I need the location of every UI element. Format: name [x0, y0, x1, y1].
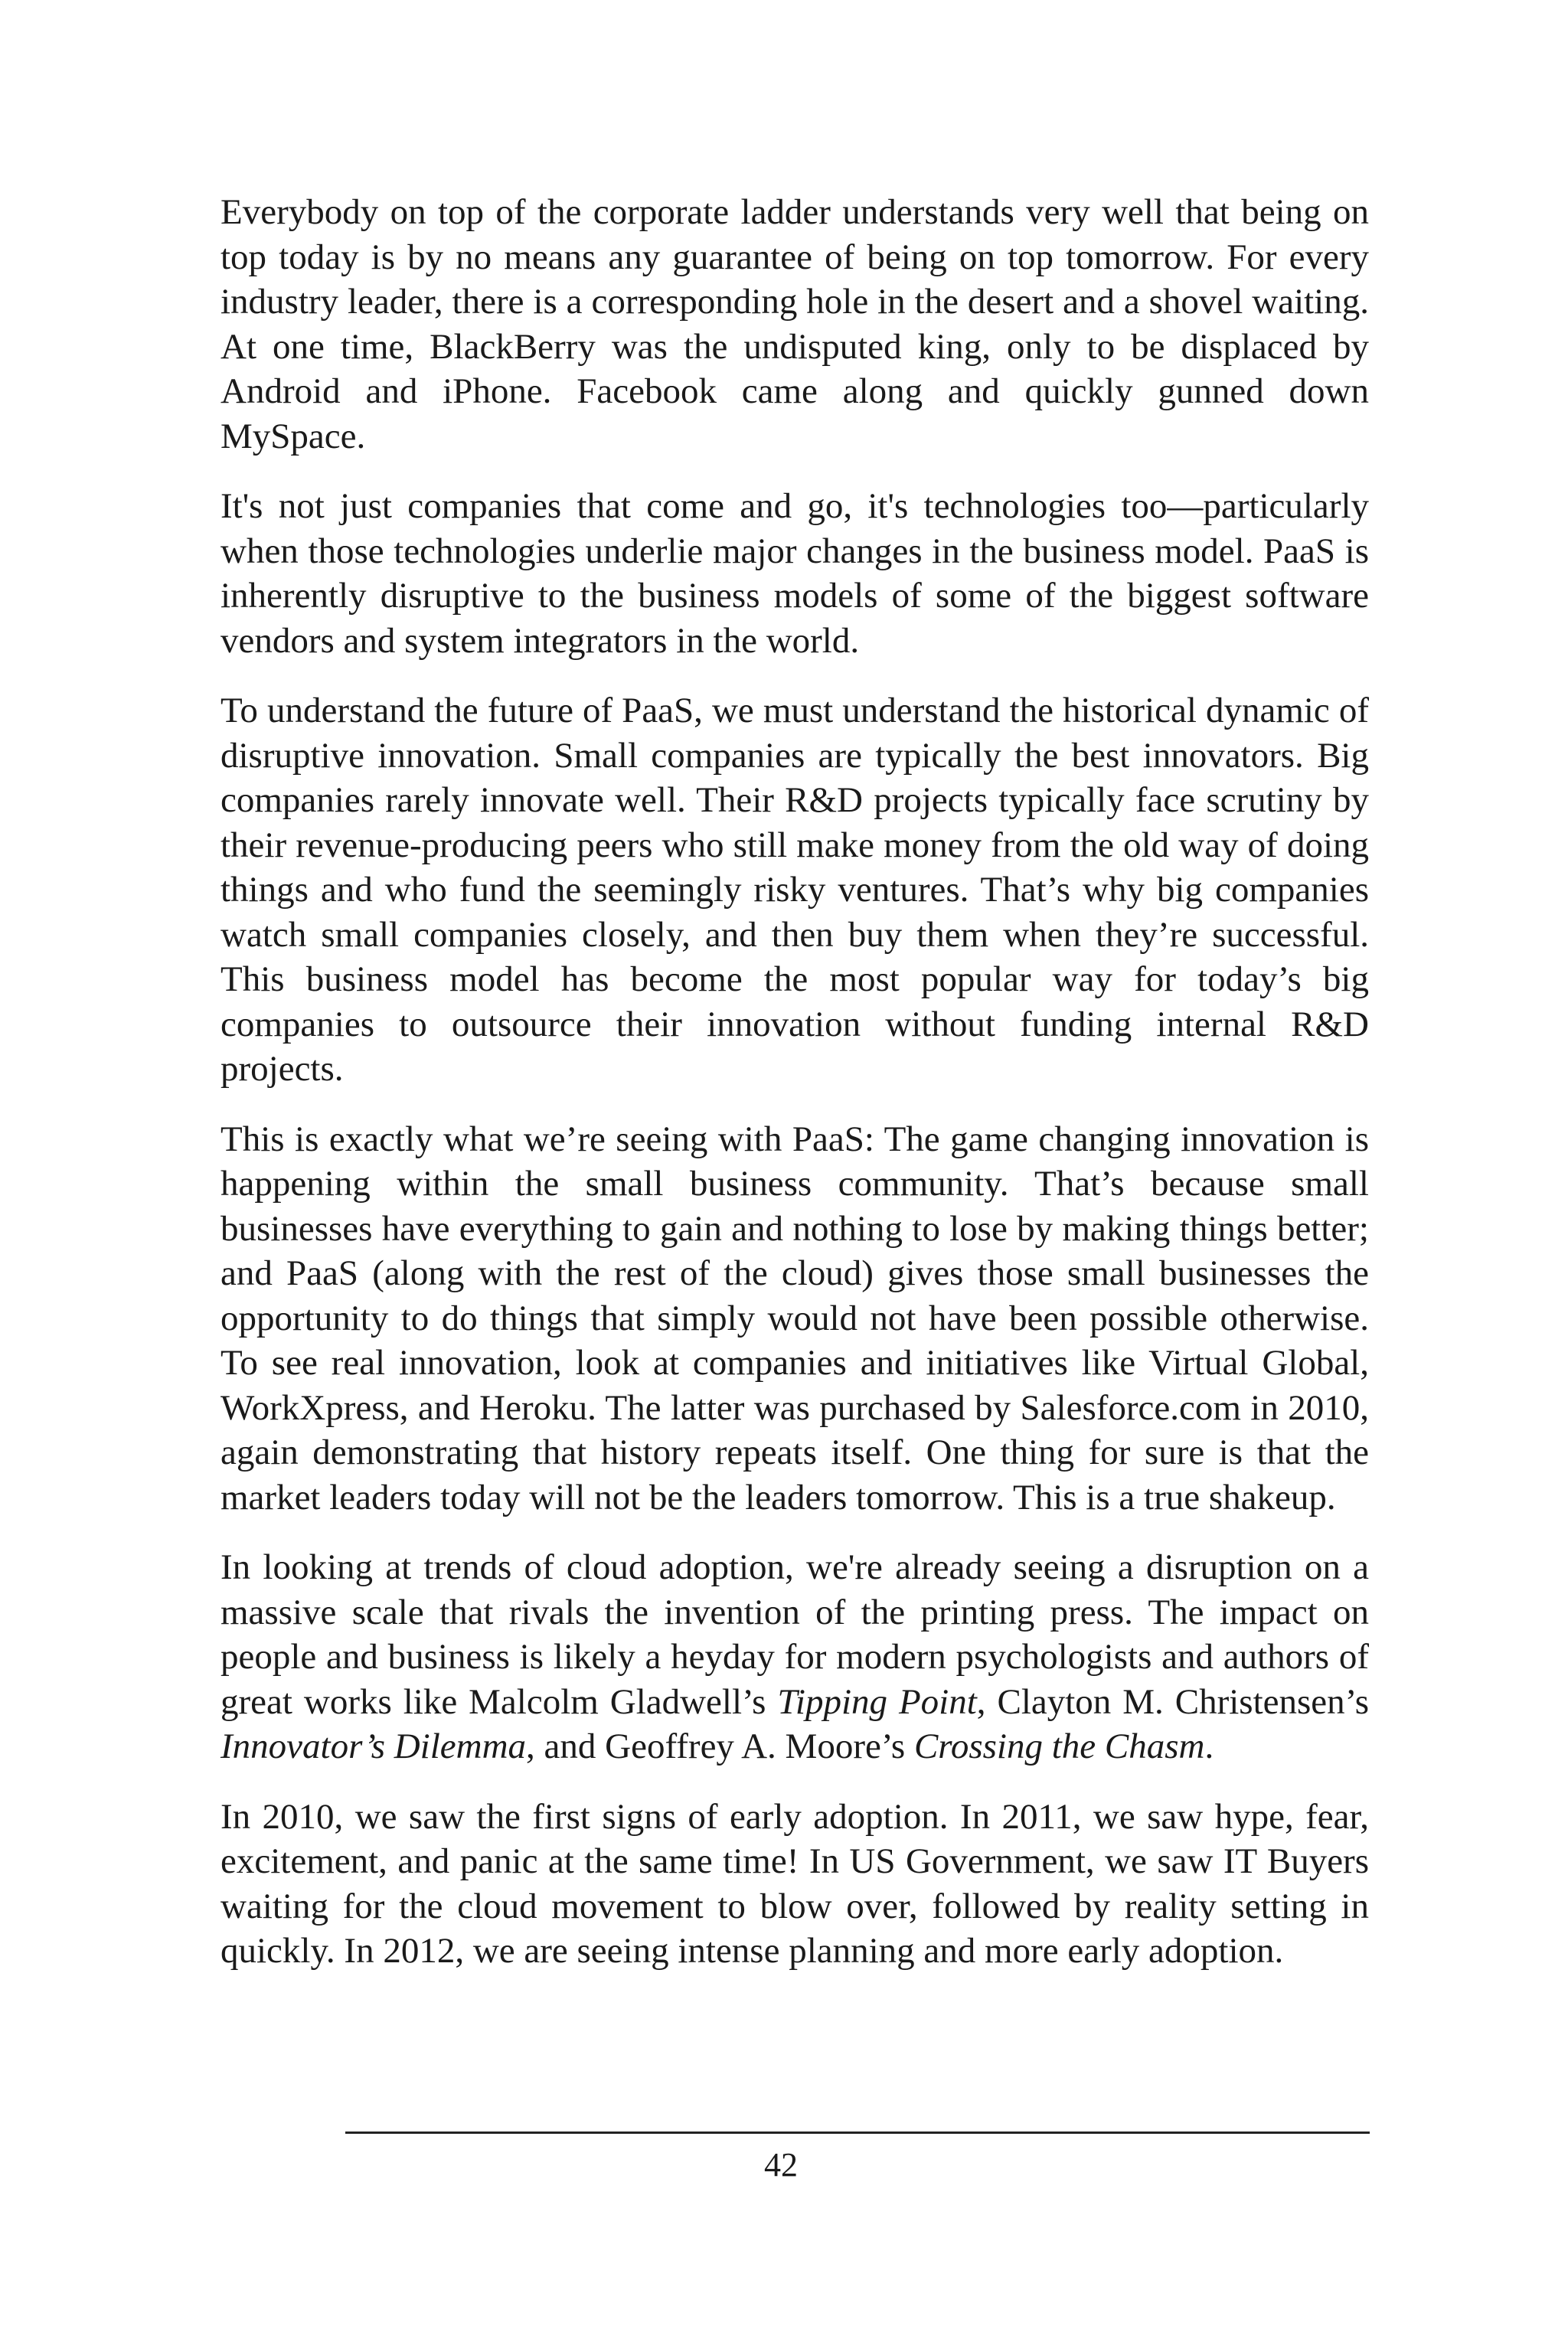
paragraph-cloud-adoption [220, 1545, 1369, 1769]
paragraph-paas-innovation: This is exactly what we’re seeing with PaaS: The game changing innovation is happening within the small business community. That’s because small businesses have everything to gain and nothing to lose by making things better; and PaaS (along with the rest of the cloud) gives those small businesses the opportunity to do things that simply would not have been possible otherwise. To see real innovation, look at companies and initiatives like Virtual Global, WorkXpress, and Heroku. The latter was purchased by Salesforce.com in 2010, again demonstrating that history repeats itself. One thing for sure is that the market leaders today will not be the leaders tomorrow. This is a true shakeup. [220, 1119, 1369, 1517]
paragraph-text-segment: , Clayton M. Christensen’s [976, 1681, 1369, 1722]
paragraph-disruptive-innovation: To understand the future of PaaS, we must understand the historical dynamic of disruptive innovation. Small companies are typically the best innovators. Big companies rarely innovate well. Their R&D projects typically face scrutiny by their revenue-producing peers who still make money from the old way of doing things and who fund the seemingly risky ventures. That’s why big companies watch small companies closely, and then buy them when they’re successful. This business model has become the most popular way for today’s big companies to outsource their innovation without funding internal R&D projects. [220, 691, 1369, 1089]
book-title-tipping-point: Tipping Point [777, 1681, 977, 1722]
paragraph-text-segment: . [1204, 1726, 1214, 1766]
paragraph-text-segment: , and Geoffrey A. Moore’s [526, 1726, 914, 1766]
paragraph-technologies: It's not just companies that come and go, it's technologies too—particularly when those technologies underlie major changes in the business model. PaaS is inherently disruptive to the business models of some of the biggest software vendors and system integrators in the world. [220, 486, 1369, 661]
book-title-innovators-dilemma: Innovator’s Dilemma [220, 1726, 527, 1766]
page-number: 42 [764, 2146, 798, 2184]
paragraph-adoption-timeline: In 2010, we saw the first signs of early adoption. In 2011, we saw hype, fear, excitement, and panic at the same time! In US Government, we saw IT Buyers waiting for the cloud movement to blow over, followed by reality setting in quickly. In 2012, we are seeing intense planning and more early adoption. [220, 1796, 1369, 1971]
paragraph-corporate-ladder: Everybody on top of the corporate ladder understands very well that being on top today is by no means any guarantee of being on top tomorrow. For every industry leader, there is a corresponding hole in the desert and a shovel waiting. At one time, BlackBerry was the undisputed king, only to be displaced by Android and iPhone. Facebook came along and quickly gunned down MySpace. [220, 192, 1369, 456]
footer-divider [345, 2132, 1370, 2134]
body-text [220, 190, 1369, 1999]
book-title-crossing-the-chasm: Crossing the Chasm [913, 1726, 1205, 1766]
paragraph-text-segment: In looking at trends of cloud adoption, we're already seeing a disruption on a massive scale that rivals the invention of the printing press. The impact on people and business is likely a heyday for modern psychologists and authors of great works like Malcolm Gladwell’s [220, 1547, 1369, 1722]
